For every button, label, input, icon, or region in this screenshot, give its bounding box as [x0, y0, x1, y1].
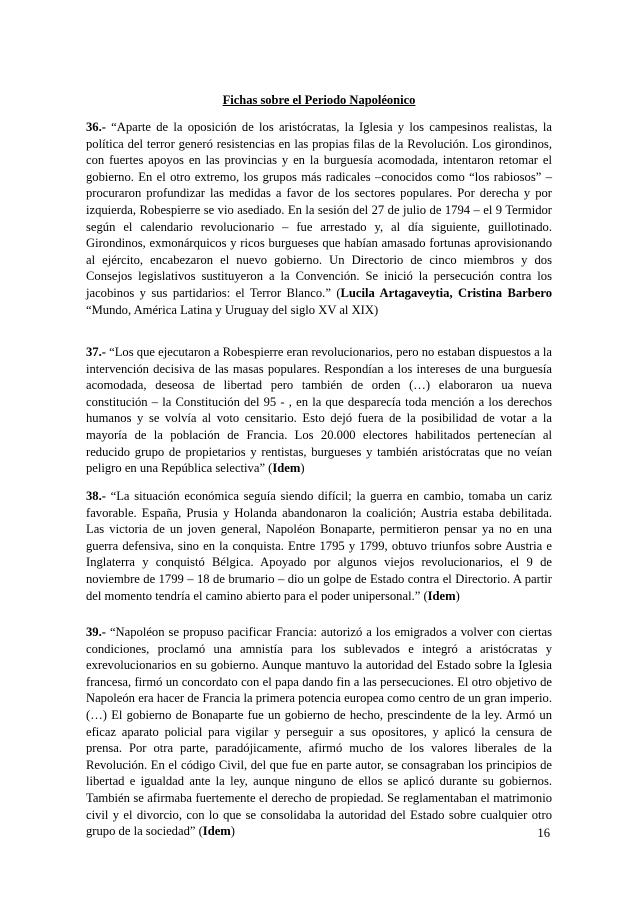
entry-text: “La situación económica seguía siendo difícil; la guerra en cambio, tomaba un cariz favorable. España, Prusia y Holanda abandonaron la coalición; Austria estaba debilitada. Las victoria de un joven general, Napoléon Bonaparte, permitieron pensar ya no en una guerra defensiva, sino en la conquista. Entre 1795 y 1799, obtuvo triunfos sobre Austria e Inglaterra y conquistó Bélgica. Apoyado por algunos viejos revolucionarios, el 9 de noviembre de 1799 – 18 de brumario – dio un golpe de Estado contra el Directorio. A partir del momento tendría el camino abierto para el poder unipersonal.” (	[86, 489, 552, 603]
entry-reference: Idem	[427, 588, 456, 603]
entry-number: 37.-	[86, 345, 106, 359]
entry-close: )	[300, 461, 305, 476]
entry-text: “Aparte de la oposición de los aristócratas, la Iglesia y los campesinos realistas, la política del terror generó resistencias en las propias filas de la Revolución. Los girondinos, con fuertes apoyos en las provincias y en la burguesía acomodada, intentaron retomar el gobierno. En el otro extremo, los grupos más radicales –conocidos como “los rabiosos” – procuraron profundizar las medidas a favor de los sectores populares. Por derecha y por izquierda, Robespierre se vio asediado. En la sesión del 27 de julio de 1794 – el 9 Termidor según el calendario revolucionario – fue arrestado y, al día siguiente, guillotinado. Girondinos, exmonárquicos y ricos burgueses que habían amasado fortunas aprovisionando al ejército, encabezaron el nuevo gobierno. Un Directorio de cinco miembros y dos Consejos legislativos sustituyeron a la Convención. Se inició la persecución contra los jacobinos y sus partidarios: el Terror Blanco.” (	[86, 120, 552, 300]
entry-38	[86, 488, 552, 604]
entry-number: 38.-	[86, 489, 106, 503]
entry-text: “Los que ejecutaron a Robespierre eran revolucionarios, pero no estaban dispuestos a la intervención decisiva de las masas populares. Respondían a los intereses de una burguesía acomodada, deseosa de libertad pero también de orden (…) elaboraron ua nueva constitución – la Constitución del 95 - , en la que desparecía toda mención a los derechos humanos y se volvía al voto censitario. Esto dejó fuera de la posibilidad de votar a la mayoría de la población de Francia. Los 20.000 electores habilitados pertenecían al reducido grupo de propietarios y rentistas, burgueses y también aristócratas que no veían peligro en una República selectiva” (	[86, 345, 552, 476]
entry-37	[86, 344, 552, 477]
page-number: 16	[537, 826, 550, 840]
entry-reference: Idem	[272, 461, 301, 476]
entry-36	[86, 119, 552, 318]
entry-source: “Mundo, América Latina y Uruguay del siglo XV al XIX)	[86, 302, 379, 317]
entry-close: )	[230, 824, 235, 839]
entry-reference: Idem	[202, 824, 231, 839]
entry-text: “Napoléon se propuso pacificar Francia: autorizó a los emigrados a volver con ciertas condiciones, proclamó una amnistía para los sublevados e integró a aristócratas y exrevolucionarios en su gobierno. Aunque mantuvo la autoridad del Estado sobre la Iglesia francesa, firmó un concordato con el papa dando fin a las persecuciones. El otro objetivo de Napoleón era hacer de Francia la primera potencia europea como centro de un gran imperio. (…) El gobierno de Bonaparte fue un gobierno de hecho, prescindente de la ley. Armó un eficaz aparato policial para vigilar y perseguir a sus opositores, y aplicó la censura de prensa. Por otra parte, paradójicamente, afirmó mucho de los valores liberales de la Revolución. En el código Civil, del que fue en parte autor, se consagraban los principios de libertad e igualdad ante la ley, aunque ninguno de ellos se aplicó durante su gobiernos. También se afirmaba fuertemente el derecho de propiedad. Se reglamentaban el matrimonio civil y el divorcio, con lo que se consolidaba la autoridad del Estado sobre cualquier otro grupo de la sociedad” (	[86, 625, 552, 839]
entry-author: Lucila Artagaveytia, Cristina Barbero	[340, 285, 552, 300]
entry-39	[86, 624, 552, 840]
entry-number: 36.-	[86, 120, 106, 134]
entry-number: 39.-	[86, 625, 106, 639]
entry-close: )	[455, 588, 460, 603]
page-title: Fichas sobre el Periodo Napoléonico	[222, 93, 416, 107]
